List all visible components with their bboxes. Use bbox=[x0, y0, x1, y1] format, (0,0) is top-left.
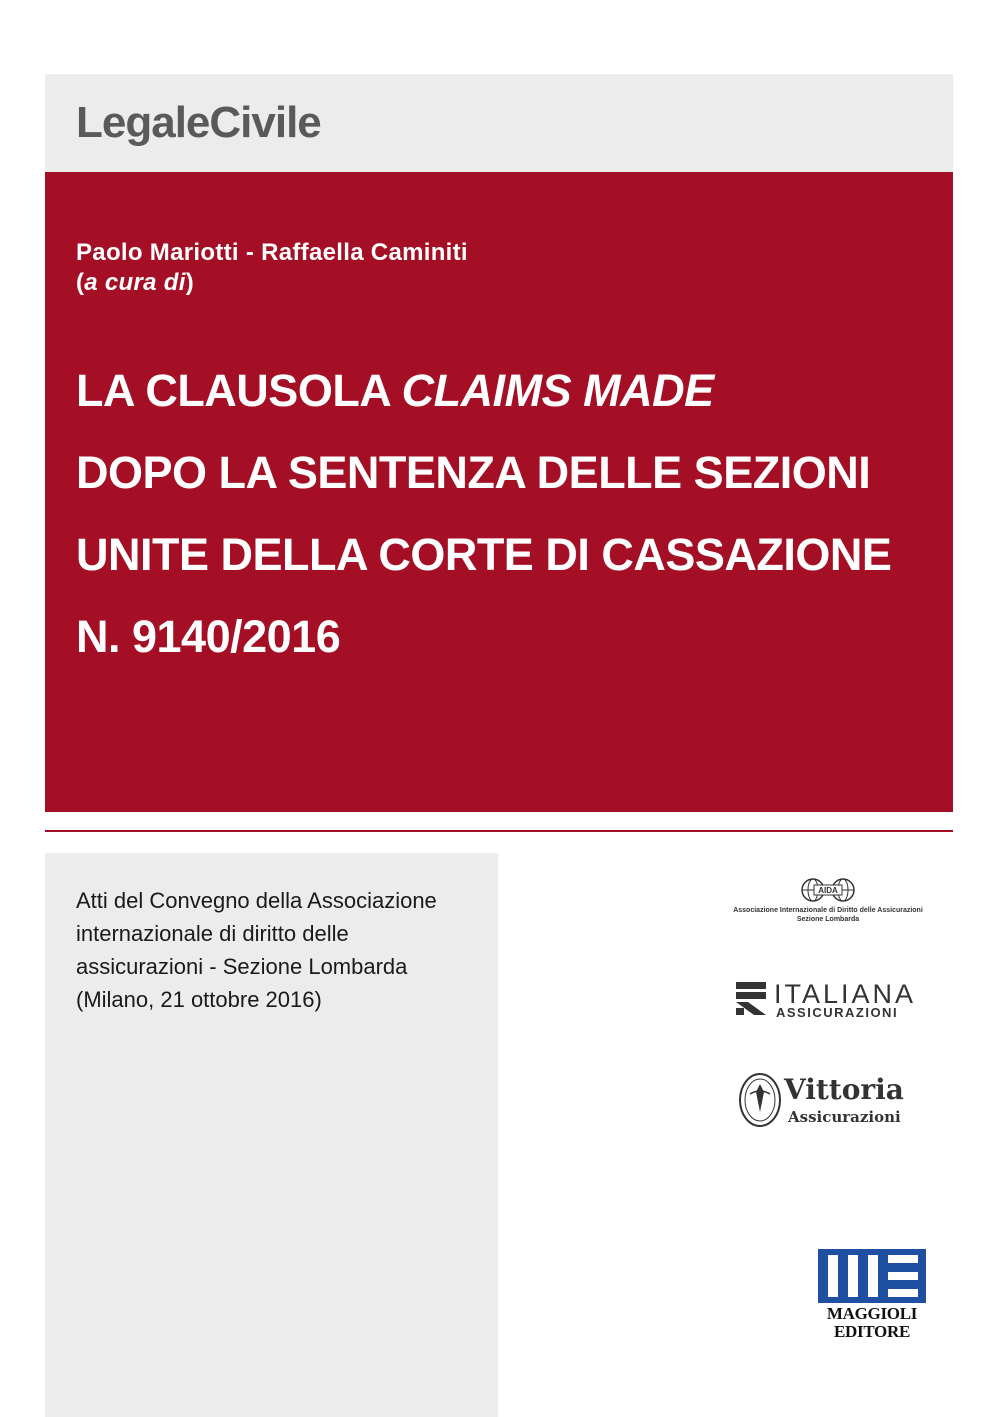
author-names: Paolo Mariotti - Raffaella Caminiti bbox=[76, 239, 468, 266]
proceedings-line-2: internazionale di diritto delle bbox=[76, 921, 349, 946]
editor-role: (a cura di) bbox=[76, 269, 195, 296]
aida-logo bbox=[728, 876, 928, 926]
title-italic: CLAIMS MADE bbox=[401, 365, 714, 416]
title-line-1: LA CLAUSOLA CLAIMS MADE bbox=[76, 365, 714, 416]
italiana-mark-icon bbox=[736, 982, 770, 1018]
vittoria-name: Vittoria bbox=[784, 1073, 904, 1106]
proceedings-line-1: Atti del Convegno della Associazione bbox=[76, 888, 437, 913]
title-line-4: N. 9140/2016 bbox=[76, 611, 341, 662]
aida-caption-line-1: Associazione Internazionale di Diritto delle Assicurazioni bbox=[733, 907, 923, 914]
proceedings-text bbox=[76, 884, 496, 1016]
editor-role-text: a cura di bbox=[84, 269, 186, 296]
proceedings-line-3: assicurazioni - Sezione Lombarda bbox=[76, 954, 408, 979]
vittoria-sub: Assicurazioni bbox=[788, 1108, 901, 1126]
vittoria-logo bbox=[738, 1072, 938, 1132]
title-line-2: DOPO LA SENTENZA DELLE SEZIONI bbox=[76, 447, 871, 498]
aida-globe-icon bbox=[728, 876, 928, 906]
maggioli-logo bbox=[818, 1249, 926, 1339]
series-title: LegaleCivile bbox=[76, 98, 321, 147]
maggioli-line-2: EDITORE bbox=[833, 1322, 910, 1341]
maggioli-mark-icon bbox=[818, 1249, 926, 1303]
maggioli-name bbox=[818, 1305, 926, 1341]
italiana-logo bbox=[736, 980, 936, 1020]
proceedings-line-4: (Milano, 21 ottobre 2016) bbox=[76, 987, 322, 1012]
divider-rule bbox=[45, 830, 953, 832]
vittoria-seal-icon bbox=[738, 1072, 782, 1128]
aida-caption bbox=[728, 906, 928, 924]
maggioli-line-1: MAGGIOLI bbox=[826, 1304, 918, 1323]
aida-caption-line-2: Sezione Lombarda bbox=[796, 916, 860, 923]
title-line-3: UNITE DELLA CORTE DI CASSAZIONE bbox=[76, 529, 892, 580]
book-title bbox=[76, 350, 946, 678]
aida-mark: AIDA bbox=[818, 886, 838, 895]
authors-block bbox=[76, 238, 468, 298]
italiana-sub: ASSICURAZIONI bbox=[776, 1005, 899, 1020]
italiana-name: ITALIANA bbox=[774, 979, 917, 1009]
